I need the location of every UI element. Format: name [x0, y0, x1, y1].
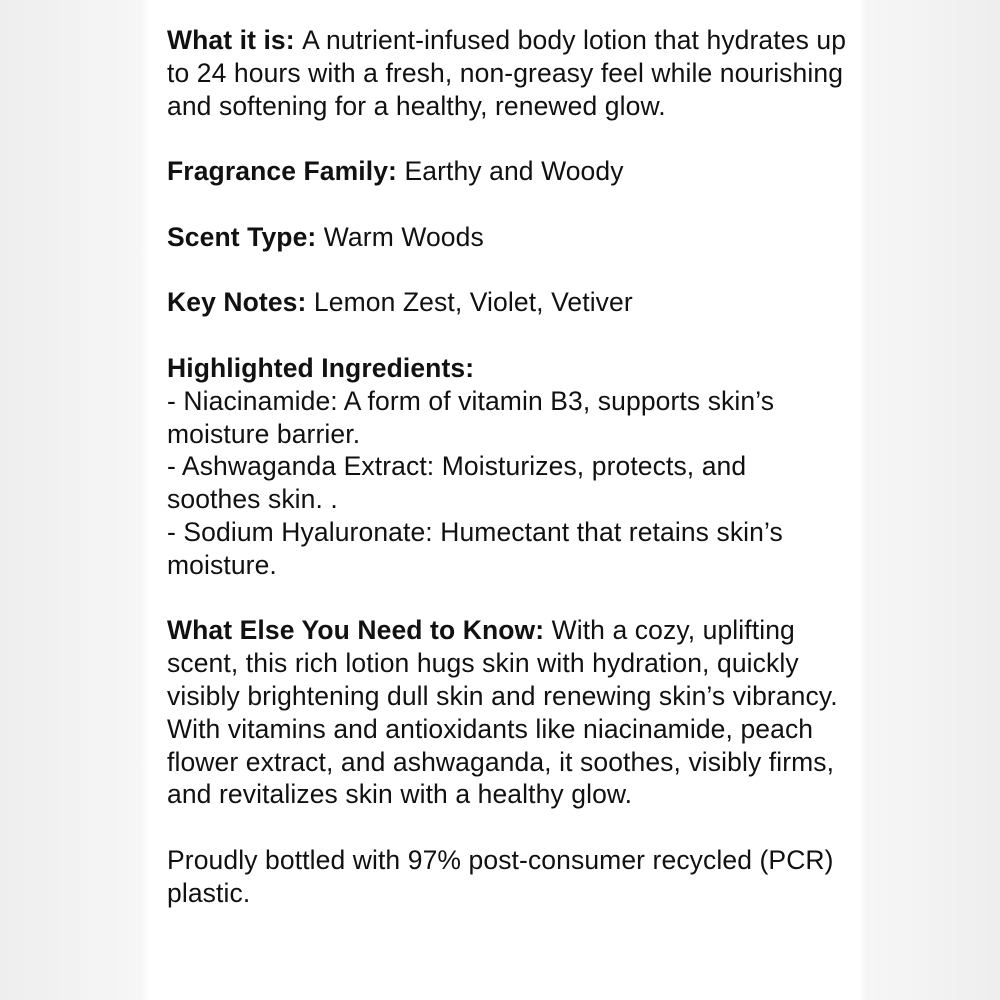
product-description-text	[167, 24, 847, 910]
packaging-text: Proudly bottled with 97% post-consumer recycled (PCR) plastic.	[167, 844, 834, 908]
ingredient-item: - Sodium Hyaluronate: Humectant that retains skin’s moisture.	[167, 516, 783, 580]
ingredient-item: - Niacinamide: A form of vitamin B3, supports skin’s moisture barrier.	[167, 385, 775, 449]
what-else-label: What Else You Need to Know:	[167, 615, 552, 646]
fragrance-family-paragraph	[167, 155, 847, 188]
what-it-is-text: A nutrient-infused body lotion that hydrates up to 24 hours with a fresh, non-greasy feel while nourishing and softening for a healthy, renewed glow.	[167, 25, 847, 121]
what-it-is-paragraph	[167, 24, 847, 122]
what-else-paragraph	[167, 614, 847, 811]
scent-type-label: Scent Type:	[167, 221, 324, 252]
key-notes-label: Key Notes:	[167, 287, 314, 318]
packaging-paragraph	[167, 844, 847, 910]
key-notes-paragraph	[167, 286, 847, 319]
fragrance-family-label: Fragrance Family:	[167, 156, 405, 187]
key-notes-value: Lemon Zest, Violet, Vetiver	[313, 287, 633, 318]
scent-type-value: Warm Woods	[323, 221, 484, 252]
what-else-text: With a cozy, uplifting scent, this rich lotion hugs skin with hydration, quickly visibly brightening dull skin and renewing skin’s vibrancy. With vitamins and antioxidants like niacinamide, peach flower extract, and ashwaganda, it soothes, visibly firms, and revitalizes skin with a healthy glow.	[167, 615, 838, 810]
ingredient-item: - Ashwaganda Extract: Moisturizes, protects, and soothes skin. .	[167, 451, 747, 515]
highlighted-ingredients-section	[167, 352, 847, 582]
what-it-is-label: What it is:	[167, 25, 303, 55]
fragrance-family-value: Earthy and Woody	[404, 156, 624, 187]
scent-type-paragraph	[167, 221, 847, 254]
highlighted-ingredients-label: Highlighted Ingredients:	[167, 352, 475, 383]
